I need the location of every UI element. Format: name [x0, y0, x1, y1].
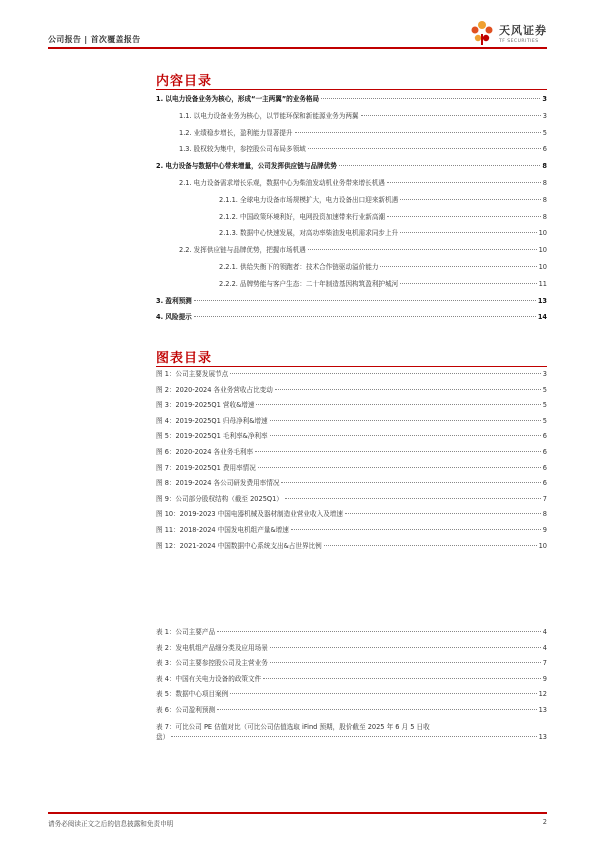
- figure-entry[interactable]: [156, 492, 547, 508]
- figure-entry[interactable]: [156, 445, 547, 461]
- table-entry-text: 表 3：公司主要参控股公司及主营业务: [156, 659, 268, 668]
- dot-leader: [308, 148, 541, 149]
- figures-title: 图表目录: [156, 351, 213, 366]
- table-entry-text: 表 1：公司主要产品: [156, 628, 216, 636]
- table-entry-page: 7: [542, 659, 547, 668]
- toc-entry-page: 8: [542, 162, 547, 171]
- toc-entry[interactable]: [156, 108, 547, 125]
- dot-leader: [345, 513, 541, 514]
- table-entry[interactable]: [156, 656, 547, 672]
- table-of-contents: [156, 91, 547, 326]
- toc-title: 内容目录: [156, 74, 213, 89]
- table-entry-continued[interactable]: [156, 732, 547, 743]
- toc-entry[interactable]: [156, 141, 547, 158]
- figure-entry-text: 图 11：2018-2024 中国发电机组产量&增速: [156, 525, 289, 534]
- logo-flower-icon: [469, 20, 495, 46]
- toc-entry-text: 2.1.2. 中国政策环境利好，电网投资加速带来行业新高潮: [219, 212, 386, 221]
- table-entry[interactable]: [156, 687, 547, 703]
- table-entry-page: 12: [538, 690, 547, 699]
- figure-entry[interactable]: [156, 429, 547, 445]
- logo-chinese-name: 天风证券: [499, 24, 547, 37]
- figure-entry-text: 图 5：2019-2025Q1 毛利率&净利率: [156, 432, 268, 441]
- toc-title-underline: [156, 89, 547, 90]
- dot-leader: [361, 115, 541, 116]
- toc-entry[interactable]: [156, 158, 547, 175]
- table-entry[interactable]: [156, 641, 547, 657]
- table-entry-page: 4: [542, 628, 547, 636]
- table-entry-page: 13: [538, 705, 547, 714]
- figure-entry-text: 图 3：2019-2025Q1 营收&增速: [156, 401, 255, 410]
- figure-entry[interactable]: [156, 383, 547, 399]
- toc-entry-text: 2. 电力设备与数据中心带来增量，公司发挥供应链与品牌优势: [156, 162, 337, 171]
- dot-leader: [194, 316, 536, 317]
- dot-leader: [321, 98, 540, 99]
- table-entry[interactable]: [156, 672, 547, 688]
- footer-divider: [48, 812, 547, 814]
- dot-leader: [256, 404, 540, 405]
- dot-leader: [263, 678, 541, 679]
- figure-entry-page: 3: [542, 370, 547, 378]
- dot-leader: [339, 165, 541, 166]
- figure-entry-page: 6: [542, 479, 547, 488]
- header-divider: [48, 47, 547, 49]
- toc-entry-page: 11: [538, 279, 547, 288]
- figure-entry-page: 10: [538, 541, 547, 550]
- dot-leader: [291, 529, 541, 530]
- table-entry-page: 4: [542, 643, 547, 652]
- figure-entry[interactable]: [156, 398, 547, 414]
- dot-leader: [387, 216, 541, 217]
- toc-entry-text: 3. 盈利预测: [156, 296, 192, 305]
- toc-entry-page: 8: [542, 195, 547, 204]
- dot-leader: [380, 266, 536, 267]
- figure-entry[interactable]: [156, 461, 547, 477]
- figure-entry-page: 7: [542, 494, 547, 503]
- figure-entry-text: 图 8：2019-2024 各公司研发费用率情况: [156, 479, 280, 488]
- toc-entry-page: 14: [537, 313, 547, 322]
- table-entry-text: 表 6：公司盈利预测: [156, 705, 216, 714]
- toc-entry-text: 2.2.1. 供给失衡下的领跑者：技术合作链驱动溢价能力: [219, 262, 379, 271]
- logo-english-name: TF SECURITIES: [499, 39, 539, 44]
- toc-entry[interactable]: [156, 259, 547, 276]
- dot-leader: [400, 283, 536, 284]
- dot-leader: [217, 709, 537, 710]
- figure-entry-text: 图 4：2019-2025Q1 归母净利&增速: [156, 416, 268, 425]
- toc-entry-text: 2.2.2. 品牌势能与客户生态：二十年制造基因构筑盈利护城河: [219, 279, 399, 288]
- dot-leader: [324, 545, 537, 546]
- table-entry-continued-page: 13: [538, 732, 547, 741]
- table-entry-text: 表 4：中国有关电力设备的政策文件: [156, 674, 262, 683]
- dot-leader: [308, 249, 537, 250]
- dot-leader: [285, 498, 541, 499]
- dot-leader: [270, 647, 541, 648]
- dot-leader: [387, 182, 541, 183]
- toc-entry[interactable]: [156, 309, 547, 326]
- toc-entry[interactable]: [156, 276, 547, 293]
- page-number: 2: [542, 818, 547, 826]
- figure-entry[interactable]: [156, 539, 547, 555]
- figure-entry-page: 6: [542, 447, 547, 456]
- toc-entry-page: 8: [542, 178, 547, 187]
- dot-leader: [281, 482, 540, 483]
- toc-entry-text: 1.3. 股权较为集中，参控股公司布局多领域: [179, 145, 306, 154]
- dot-leader: [194, 300, 536, 301]
- toc-entry-page: 10: [538, 246, 547, 255]
- footer-disclaimer: 请务必阅读正文之后的信息披露和免责申明: [48, 820, 174, 828]
- table-entry-text: 表 2：发电机组产品细分类及应用场景: [156, 643, 268, 652]
- toc-entry-page: 5: [542, 128, 547, 137]
- figure-entry[interactable]: [156, 476, 547, 492]
- toc-entry-page: 13: [537, 296, 547, 305]
- toc-entry-text: 1.1. 以电力设备业务为核心，以节能环保和新能源业务为两翼: [179, 111, 359, 120]
- figure-entry-text: 图 1：公司主要发展节点: [156, 370, 229, 378]
- table-entry[interactable]: [156, 703, 547, 719]
- table-entry-page: 9: [542, 674, 547, 683]
- toc-entry[interactable]: [156, 175, 547, 192]
- dot-leader: [230, 373, 541, 374]
- figure-entry[interactable]: [156, 523, 547, 539]
- dot-leader: [230, 693, 536, 694]
- figure-entry-text: 图 6：2020-2024 各业务毛利率: [156, 447, 254, 456]
- dot-leader: [171, 736, 536, 737]
- dot-leader: [400, 232, 536, 233]
- toc-entry[interactable]: [156, 293, 547, 310]
- figure-entry-page: 5: [542, 416, 547, 425]
- table-entry-text: 表 5：数据中心项目案例: [156, 690, 229, 699]
- figure-entry-text: 图 12：2021-2024 中国数据中心系统支出&占世界比例: [156, 541, 322, 550]
- toc-entry-text: 2.2. 发挥供应链与品牌优势，把握市场机遇: [179, 246, 306, 255]
- toc-entry[interactable]: [156, 242, 547, 259]
- dot-leader: [275, 389, 541, 390]
- toc-entry-page: 3: [542, 111, 547, 120]
- dot-leader: [255, 451, 541, 452]
- figure-entry-page: 5: [542, 385, 547, 394]
- dot-leader: [295, 132, 541, 133]
- toc-entry-page: 10: [538, 262, 547, 271]
- toc-entry-page: 10: [538, 229, 547, 238]
- dot-leader: [270, 662, 541, 663]
- dot-leader: [400, 199, 541, 200]
- figure-entry-page: 9: [542, 525, 547, 534]
- figure-entry-page: 5: [542, 401, 547, 410]
- figure-entry[interactable]: [156, 507, 547, 523]
- dot-leader: [258, 467, 541, 468]
- figure-entry-page: 6: [542, 463, 547, 472]
- toc-entry-page: 6: [542, 145, 547, 154]
- toc-entry-text: 2.1.1. 全球电力设备市场规模扩大，电力设备出口迎来新机遇: [219, 195, 399, 204]
- table-entry-continued-text: 盘）: [156, 732, 170, 741]
- toc-entry-text: 2.1.3. 数据中心快速发展，对高功率柴油发电机需求同步上升: [219, 229, 399, 238]
- figure-entry-text: 图 7：2019-2025Q1 费用率情况: [156, 463, 256, 472]
- figure-list: [156, 367, 547, 554]
- toc-entry-text: 1.2. 业绩稳步增长，盈利能力显著提升: [179, 128, 293, 137]
- toc-entry[interactable]: [156, 209, 547, 226]
- table-list: [156, 625, 547, 743]
- toc-entry[interactable]: [156, 91, 547, 108]
- dot-leader: [270, 435, 541, 436]
- table-entry[interactable]: [156, 719, 547, 743]
- toc-entry[interactable]: [156, 225, 547, 242]
- toc-entry-text: 1. 以电力设备业务为核心，形成“一主两翼”的业务格局: [156, 95, 320, 103]
- company-logo: [469, 20, 547, 46]
- figure-entry-page: 6: [542, 432, 547, 441]
- figure-entry[interactable]: [156, 414, 547, 430]
- figure-entry-page: 8: [542, 510, 547, 519]
- figure-entry-text: 图 2：2020-2024 各业务营收占比变动: [156, 385, 273, 394]
- toc-entry[interactable]: [156, 192, 547, 209]
- toc-entry-page: 8: [542, 212, 547, 221]
- figure-entry-text: 图 9：公司部分股权结构（截至 2025Q1）: [156, 494, 283, 503]
- report-type-header: 公司报告 | 首次覆盖报告: [48, 35, 141, 44]
- toc-entry-text: 2.1. 电力设备需求增长乐观，数据中心为柴油发动机业务带来增长机遇: [179, 178, 385, 187]
- table-entry[interactable]: [156, 625, 547, 641]
- dot-leader: [217, 631, 541, 632]
- dot-leader: [270, 420, 541, 421]
- toc-entry[interactable]: [156, 125, 547, 142]
- toc-entry-text: 4. 风险提示: [156, 313, 192, 322]
- toc-entry-page: 3: [542, 95, 547, 103]
- table-entry-text: 表 7：可比公司 PE 估值对比（可比公司估值选取 iFind 预期，股价截至 2025 年 6 月 5 日收: [156, 722, 430, 731]
- figure-entry[interactable]: [156, 367, 547, 383]
- figure-entry-text: 图 10：2019-2023 中国电器机械及器材制造业营业收入及增速: [156, 510, 343, 519]
